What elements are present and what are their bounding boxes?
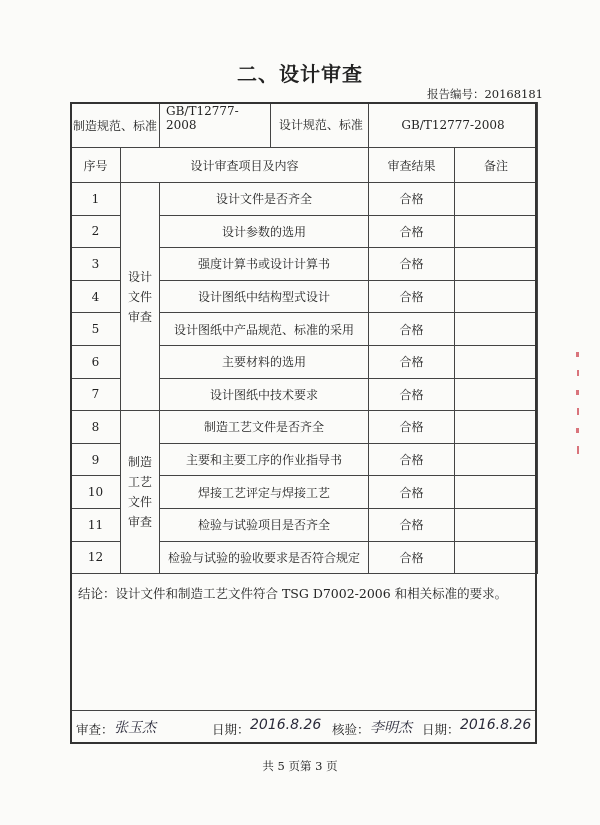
check-date-label: 日期： <box>422 722 460 737</box>
item-content: 设计图纸中结构型式设计 <box>160 280 369 313</box>
check-date: 2016.8.26 <box>460 717 532 733</box>
conclusion-text: 结论：设计文件和制造工艺文件符合 TSG D7002-2006 和相关标准的要求。 <box>78 586 508 601</box>
review-date: 2016.8.26 <box>250 717 322 733</box>
page-frame <box>70 102 537 744</box>
review-date-label: 日期： <box>212 722 250 737</box>
item-result: 合格 <box>369 280 455 313</box>
item-no: 7 <box>71 378 121 411</box>
page-title: 二、设计审查 <box>237 62 363 86</box>
item-content: 制造工艺文件是否齐全 <box>160 411 369 444</box>
item-no: 10 <box>71 476 121 509</box>
reviewer-signature: 张玉杰 <box>114 720 156 736</box>
manufacture-standard-value: GB/T12777-2008 <box>166 104 239 132</box>
item-no: 8 <box>71 411 121 444</box>
report-number: 报告编号：20168181 <box>426 87 543 101</box>
item-no: 11 <box>71 508 121 541</box>
item-result: 合格 <box>369 541 455 574</box>
item-content: 设计图纸中技术要求 <box>160 378 369 411</box>
item-no: 1 <box>71 183 121 216</box>
item-result: 合格 <box>369 508 455 541</box>
item-content: 检验与试验的验收要求是否符合规定 <box>160 541 369 574</box>
item-no: 2 <box>71 215 121 248</box>
manufacture-standard-label: 制造规范、标准 <box>71 103 160 148</box>
item-result: 合格 <box>369 411 455 444</box>
item-result: 合格 <box>369 476 455 509</box>
checker-signature: 李明杰 <box>370 720 412 736</box>
item-result: 合格 <box>369 183 455 216</box>
item-no: 3 <box>71 248 121 281</box>
item-result: 合格 <box>369 248 455 281</box>
checker-label: 核验： <box>332 722 370 737</box>
item-content: 焊接工艺评定与焊接工艺 <box>160 476 369 509</box>
item-result: 合格 <box>369 313 455 346</box>
item-content: 主要材料的选用 <box>160 345 369 378</box>
page-footer: 共 5 页第 3 页 <box>262 759 338 773</box>
item-result: 合格 <box>369 215 455 248</box>
item-content: 检验与试验项目是否齐全 <box>160 508 369 541</box>
design-standard-label: 设计规范、标准 <box>270 103 363 147</box>
item-content: 主要和主要工序的作业指导书 <box>160 443 369 476</box>
item-result: 合格 <box>369 443 455 476</box>
item-no: 6 <box>71 345 121 378</box>
item-result: 合格 <box>369 345 455 378</box>
design-standard-value: GB/T12777-2008 <box>369 103 538 148</box>
col-header-no: 序号 <box>71 148 121 183</box>
item-no: 4 <box>71 280 121 313</box>
reviewer-label: 审查： <box>76 722 114 737</box>
item-content: 设计文件是否齐全 <box>160 183 369 216</box>
item-no: 12 <box>71 541 121 574</box>
group-design-label: 设计 文件 审查 <box>128 269 153 324</box>
group-process-label: 制造 工艺 文件 审查 <box>128 455 153 530</box>
item-content: 设计参数的选用 <box>160 215 369 248</box>
item-content: 强度计算书或设计计算书 <box>160 248 369 281</box>
item-no: 5 <box>71 313 121 346</box>
col-header-remark: 备注 <box>455 148 538 183</box>
item-result: 合格 <box>369 378 455 411</box>
item-content: 设计图纸中产品规范、标准的采用 <box>160 313 369 346</box>
col-header-item: 设计审查项目及内容 <box>121 148 369 183</box>
item-no: 9 <box>71 443 121 476</box>
seal-edge-mark <box>574 350 582 460</box>
col-header-result: 审查结果 <box>369 148 455 183</box>
